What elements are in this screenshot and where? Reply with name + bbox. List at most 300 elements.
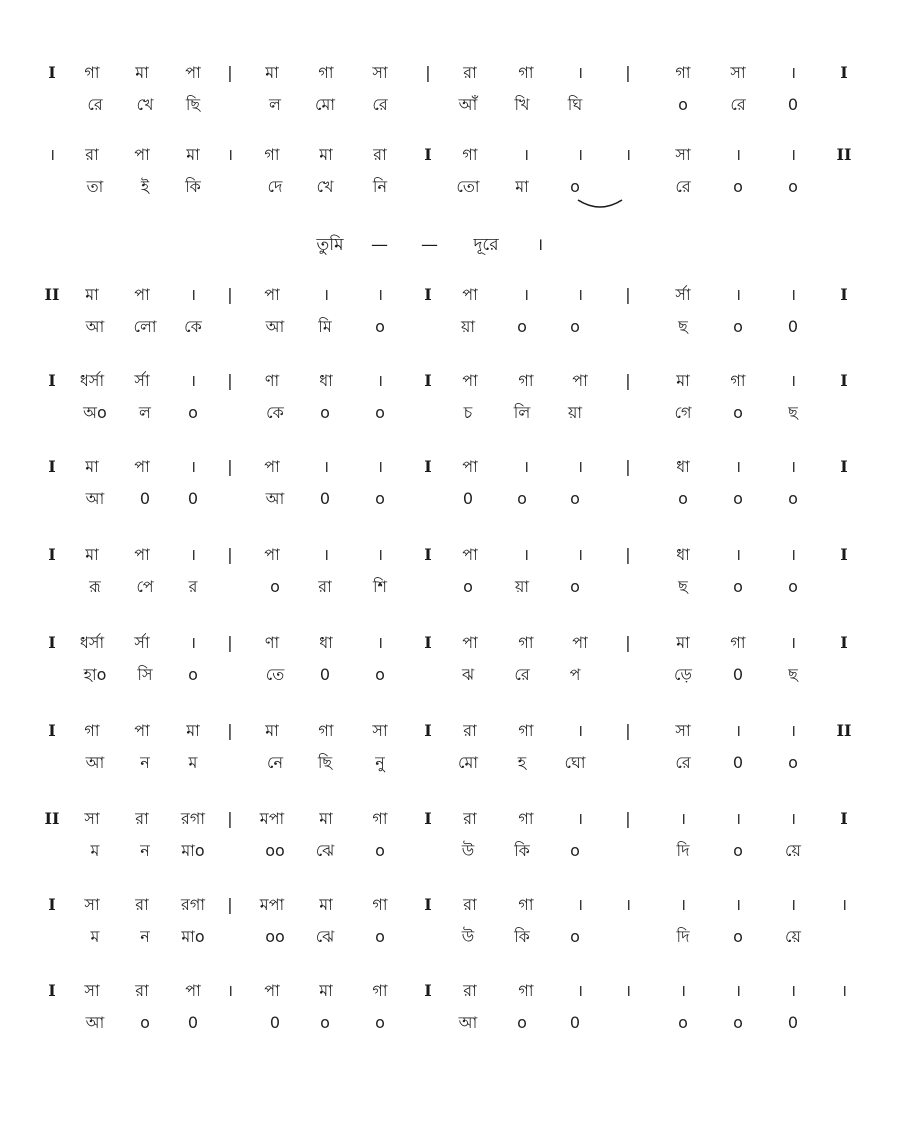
lyric-syllable: আ [265, 489, 285, 508]
barline-symbol: II [44, 809, 60, 828]
lyric-syllable: নি [372, 177, 388, 196]
heading-word: । [536, 235, 544, 255]
lyric-syllable: তো [456, 177, 480, 196]
lyric-syllable: o [733, 841, 743, 860]
barline-symbol: । [840, 981, 848, 1000]
lyric-syllable: রে [87, 95, 103, 114]
notation-line [0, 628, 897, 698]
swara-note: সা [372, 63, 388, 82]
barline-symbol: I [48, 63, 56, 82]
lyric-syllable: o [140, 1013, 150, 1032]
barline-symbol: | [625, 809, 631, 828]
swara-note: মা [265, 721, 279, 740]
lyric-syllable: 0 [787, 317, 799, 336]
barline-symbol: । [189, 633, 197, 652]
barline-symbol: I [424, 981, 432, 1000]
lyric-syllable: oo [265, 927, 285, 946]
lyric-syllable: রে [514, 665, 530, 684]
barline-symbol: । [522, 285, 530, 304]
barline-symbol: I [48, 633, 56, 652]
lyric-syllable: দে [267, 177, 283, 196]
swara-note: পা [134, 721, 150, 740]
lyric-syllable: o [320, 1013, 330, 1032]
lyric-syllable: নে [266, 753, 284, 772]
barline-symbol: | [227, 371, 233, 390]
barline-symbol: । [734, 457, 742, 476]
barline-symbol: । [624, 981, 632, 1000]
barline-symbol: । [734, 895, 742, 914]
swara-row [0, 976, 897, 1006]
lyric-syllable: ন [140, 927, 150, 946]
lyric-syllable: o [375, 1013, 385, 1032]
swara-row [0, 366, 897, 396]
barline-symbol: । [48, 145, 56, 164]
barline-symbol: । [576, 63, 584, 82]
barline-symbol: । [189, 371, 197, 390]
swara-note: ধর্সা [79, 371, 105, 390]
barline-symbol: । [789, 981, 797, 1000]
barline-symbol: । [322, 457, 330, 476]
swara-row [0, 716, 897, 746]
lyric-syllable: মা [515, 177, 529, 196]
lyric-row [0, 312, 897, 342]
swara-note: মপা [259, 895, 285, 914]
barline-symbol: I [48, 371, 56, 390]
lyric-syllable: o [788, 489, 798, 508]
lyric-syllable: o [733, 927, 743, 946]
barline-symbol: । [522, 457, 530, 476]
swara-note: র্সা [675, 285, 691, 304]
lyric-syllable: ছ [678, 317, 688, 336]
lyric-syllable: কি [185, 177, 201, 196]
swara-note: সা [84, 895, 100, 914]
lyric-syllable: কে [266, 403, 284, 422]
lyric-syllable: o [733, 1013, 743, 1032]
barline-symbol: | [625, 457, 631, 476]
swara-note: রা [463, 809, 477, 828]
barline-symbol: । [376, 457, 384, 476]
swara-note: পা [572, 633, 588, 652]
barline-symbol: I [48, 981, 56, 1000]
swara-row [0, 540, 897, 570]
swara-note: গা [730, 633, 746, 652]
swara-note: পা [134, 285, 150, 304]
swara-note: মা [85, 545, 99, 564]
barline-symbol: । [789, 721, 797, 740]
barline-symbol: | [227, 63, 233, 82]
lyric-syllable: ছ [788, 403, 798, 422]
lyric-syllable: খে [316, 177, 334, 196]
swara-note: গা [372, 895, 388, 914]
barline-symbol: । [734, 145, 742, 164]
lyric-syllable: মাo [181, 841, 205, 860]
lyric-syllable: রে [675, 177, 691, 196]
swara-note: গা [264, 145, 280, 164]
lyric-syllable: রে [730, 95, 746, 114]
barline-symbol: । [522, 145, 530, 164]
swara-note: পা [462, 371, 478, 390]
lyric-syllable: আ [85, 1013, 105, 1032]
lyric-syllable: o [733, 403, 743, 422]
lyric-syllable: ল [269, 95, 281, 114]
lyric-syllable: চ [463, 403, 473, 422]
heading-word: — [421, 235, 439, 255]
barline-symbol: । [840, 895, 848, 914]
barline-symbol: । [679, 809, 687, 828]
barline-symbol: । [576, 981, 584, 1000]
swara-note: রা [463, 63, 477, 82]
barline-symbol: । [576, 145, 584, 164]
barline-symbol: । [624, 895, 632, 914]
lyric-row [0, 922, 897, 952]
lyric-syllable: ঝে [315, 841, 335, 860]
swara-note: পা [462, 545, 478, 564]
lyric-syllable: তা [86, 177, 104, 196]
swara-note: সা [84, 981, 100, 1000]
lyric-syllable: প [569, 665, 581, 684]
lyric-syllable: খি [514, 95, 530, 114]
swara-note: পা [264, 981, 280, 1000]
notation-line [0, 890, 897, 960]
lyric-syllable: নু [375, 753, 385, 772]
lyric-syllable: হাo [83, 665, 107, 684]
swara-note: গা [518, 981, 534, 1000]
barline-symbol: I [424, 285, 432, 304]
lyric-row [0, 484, 897, 514]
lyric-syllable: রা [318, 577, 332, 596]
swara-note: মা [85, 457, 99, 476]
barline-symbol: । [679, 981, 687, 1000]
barline-symbol: I [424, 145, 432, 164]
barline-symbol: I [424, 721, 432, 740]
swara-note: পা [264, 457, 280, 476]
barline-symbol: II [836, 145, 852, 164]
swara-note: মা [135, 63, 149, 82]
swara-note: মা [186, 721, 200, 740]
lyric-syllable: গে [674, 403, 692, 422]
barline-symbol: | [625, 371, 631, 390]
swara-note: গা [675, 63, 691, 82]
lyric-syllable: ই [140, 177, 150, 196]
swara-note: মা [676, 633, 690, 652]
swara-note: পা [264, 545, 280, 564]
barline-symbol: । [734, 721, 742, 740]
barline-symbol: । [624, 145, 632, 164]
swara-note: মা [186, 145, 200, 164]
lyric-syllable: 0 [187, 1013, 199, 1032]
barline-symbol: I [48, 545, 56, 564]
barline-symbol: I [48, 895, 56, 914]
lyric-syllable: খে [136, 95, 154, 114]
lyric-syllable: o [517, 1013, 527, 1032]
barline-symbol: । [576, 895, 584, 914]
lyric-syllable: o [320, 403, 330, 422]
lyric-syllable: ল [139, 403, 151, 422]
barline-symbol: । [789, 895, 797, 914]
barline-symbol: II [44, 285, 60, 304]
lyric-syllable: কি [514, 927, 530, 946]
lyric-syllable: উ [461, 927, 475, 946]
swara-note: মা [319, 895, 333, 914]
lyric-syllable: ছি [185, 95, 201, 114]
lyric-row [0, 90, 897, 120]
swara-note: পা [134, 457, 150, 476]
lyric-syllable: রূ [89, 577, 101, 596]
barline-symbol: । [576, 545, 584, 564]
slur-curve [576, 196, 624, 214]
barline-symbol: | [227, 545, 233, 564]
barline-symbol: । [322, 545, 330, 564]
lyric-syllable: লি [513, 403, 531, 422]
barline-symbol: | [625, 285, 631, 304]
lyric-syllable: ছ [678, 577, 688, 596]
barline-symbol: । [789, 545, 797, 564]
barline-symbol: | [625, 633, 631, 652]
lyric-syllable: আ [85, 489, 105, 508]
barline-symbol: । [789, 145, 797, 164]
lyric-syllable: শি [372, 577, 388, 596]
barline-symbol: | [227, 285, 233, 304]
notation-line [0, 280, 897, 350]
swara-note: মা [85, 285, 99, 304]
lyric-syllable: য়া [460, 317, 476, 336]
swara-note: র্সা [134, 371, 150, 390]
barline-symbol: । [734, 285, 742, 304]
lyric-syllable: রে [372, 95, 388, 114]
barline-symbol: । [734, 809, 742, 828]
lyric-syllable: য়ে [785, 927, 801, 946]
swara-note: রা [463, 721, 477, 740]
swara-note: র্সা [134, 633, 150, 652]
swara-note: সা [675, 721, 691, 740]
lyric-syllable: য়া [514, 577, 530, 596]
lyric-row [0, 660, 897, 690]
lyric-syllable: o [463, 577, 473, 596]
lyric-syllable: 0 [462, 489, 474, 508]
lyric-syllable: o [375, 403, 385, 422]
lyric-syllable: 0 [319, 665, 331, 684]
lyric-syllable: o [733, 577, 743, 596]
swara-note: রগা [181, 809, 205, 828]
lyric-syllable: o [733, 489, 743, 508]
barline-symbol: I [48, 457, 56, 476]
notation-line [0, 716, 897, 786]
lyric-syllable: 0 [569, 1013, 581, 1032]
swara-note: মা [319, 145, 333, 164]
swara-row [0, 452, 897, 482]
notation-line [0, 804, 897, 874]
swara-note: গা [518, 633, 534, 652]
lyric-syllable: ঝে [315, 927, 335, 946]
lyric-syllable: o [517, 489, 527, 508]
swara-note: পা [572, 371, 588, 390]
lyric-syllable: অo [83, 403, 107, 422]
lyric-syllable: o [570, 317, 580, 336]
swara-note: পা [462, 457, 478, 476]
lyric-syllable: o [270, 577, 280, 596]
lyric-syllable: o [788, 753, 798, 772]
lyric-syllable: oo [265, 841, 285, 860]
barline-symbol: । [226, 981, 234, 1000]
lyric-row [0, 398, 897, 428]
swara-note: পা [185, 63, 201, 82]
notation-line [0, 140, 897, 210]
barline-symbol: । [376, 285, 384, 304]
lyric-syllable: o [375, 317, 385, 336]
lyric-syllable: হ [517, 753, 527, 772]
lyric-syllable: ঘি [567, 95, 583, 114]
swara-note: পা [264, 285, 280, 304]
lyric-syllable: দি [676, 841, 690, 860]
lyric-row [0, 172, 897, 202]
swara-note: পা [185, 981, 201, 1000]
barline-symbol: । [576, 809, 584, 828]
lyric-row [0, 572, 897, 602]
barline-symbol: I [424, 457, 432, 476]
barline-symbol: । [376, 633, 384, 652]
lyric-syllable: ছ [788, 665, 798, 684]
swara-row [0, 140, 897, 170]
swara-note: রা [463, 981, 477, 1000]
lyric-syllable: o [188, 665, 198, 684]
lyric-syllable: ড়ে [674, 665, 692, 684]
barline-symbol: । [679, 895, 687, 914]
barline-symbol: | [227, 721, 233, 740]
lyric-syllable: 0 [319, 489, 331, 508]
lyric-syllable: উ [461, 841, 475, 860]
section-heading [0, 228, 897, 262]
barline-symbol: I [840, 371, 848, 390]
lyric-syllable: ন [140, 841, 150, 860]
barline-symbol: । [376, 545, 384, 564]
lyric-syllable: র [188, 577, 198, 596]
swara-note: মা [265, 63, 279, 82]
barline-symbol: I [840, 545, 848, 564]
notation-line [0, 58, 897, 128]
swara-note: পা [462, 285, 478, 304]
barline-symbol: । [789, 285, 797, 304]
lyric-syllable: মো [457, 753, 479, 772]
barline-symbol: I [424, 371, 432, 390]
lyric-syllable: o [788, 177, 798, 196]
barline-symbol: । [734, 545, 742, 564]
swara-row [0, 890, 897, 920]
barline-symbol: | [625, 63, 631, 82]
lyric-syllable: o [375, 489, 385, 508]
barline-symbol: I [424, 895, 432, 914]
lyric-syllable: ঝ [461, 665, 475, 684]
swara-note: পা [134, 545, 150, 564]
swara-note: সা [372, 721, 388, 740]
barline-symbol: | [227, 809, 233, 828]
barline-symbol: । [789, 457, 797, 476]
lyric-row [0, 836, 897, 866]
swara-note: ধা [676, 457, 690, 476]
lyric-syllable: o [570, 489, 580, 508]
lyric-syllable: মাo [181, 927, 205, 946]
swara-note: রা [463, 895, 477, 914]
barline-symbol: । [576, 457, 584, 476]
barline-symbol: I [840, 285, 848, 304]
lyric-syllable: আ [458, 1013, 478, 1032]
swara-row [0, 58, 897, 88]
swara-note: রা [135, 981, 149, 1000]
swara-row [0, 804, 897, 834]
barline-symbol: | [227, 633, 233, 652]
lyric-syllable: 0 [732, 753, 744, 772]
barline-symbol: I [424, 809, 432, 828]
lyric-syllable: o [678, 489, 688, 508]
lyric-syllable: o [570, 177, 580, 196]
lyric-syllable: o [188, 403, 198, 422]
barline-symbol: । [376, 371, 384, 390]
swara-note: গা [730, 371, 746, 390]
lyric-syllable: মো [314, 95, 336, 114]
swara-note: গা [518, 63, 534, 82]
barline-symbol: II [836, 721, 852, 740]
swara-note: মা [319, 981, 333, 1000]
barline-symbol: I [424, 545, 432, 564]
barline-symbol: । [189, 457, 197, 476]
lyric-syllable: 0 [787, 95, 799, 114]
swara-note: গা [84, 721, 100, 740]
barline-symbol: I [840, 633, 848, 652]
lyric-syllable: দি [676, 927, 690, 946]
swara-note: গা [372, 981, 388, 1000]
swara-note: ণা [264, 633, 280, 652]
swara-row [0, 280, 897, 310]
lyric-syllable: ঘো [564, 753, 586, 772]
barline-symbol: | [227, 895, 233, 914]
barline-symbol: | [425, 63, 431, 82]
swara-note: ণা [264, 371, 280, 390]
lyric-syllable: 0 [732, 665, 744, 684]
heading-word: — [371, 235, 389, 255]
lyric-syllable: কে [184, 317, 202, 336]
swara-note: গা [372, 809, 388, 828]
swara-note: ধা [319, 371, 333, 390]
barline-symbol: । [789, 371, 797, 390]
barline-symbol: I [840, 809, 848, 828]
barline-symbol: । [734, 981, 742, 1000]
lyric-syllable: আঁ [458, 95, 478, 114]
barline-symbol: । [189, 285, 197, 304]
swara-note: সা [730, 63, 746, 82]
swara-note: সা [675, 145, 691, 164]
barline-symbol: । [789, 63, 797, 82]
barline-symbol: | [625, 721, 631, 740]
swara-note: মা [319, 809, 333, 828]
lyric-syllable: o [517, 317, 527, 336]
lyric-syllable: লো [133, 317, 157, 336]
swara-note: গা [84, 63, 100, 82]
swara-note: গা [462, 145, 478, 164]
lyric-syllable: সি [137, 665, 153, 684]
swara-note: গা [518, 721, 534, 740]
lyric-syllable: 0 [139, 489, 151, 508]
swara-note: মা [676, 371, 690, 390]
lyric-syllable: ম [90, 841, 100, 860]
lyric-syllable: o [375, 841, 385, 860]
lyric-syllable: 0 [787, 1013, 799, 1032]
barline-symbol: | [625, 545, 631, 564]
lyric-syllable: য়া [567, 403, 583, 422]
lyric-row [0, 1008, 897, 1038]
lyric-syllable: o [733, 317, 743, 336]
swara-note: গা [318, 63, 334, 82]
swara-note: মপা [259, 809, 285, 828]
swara-row [0, 628, 897, 658]
